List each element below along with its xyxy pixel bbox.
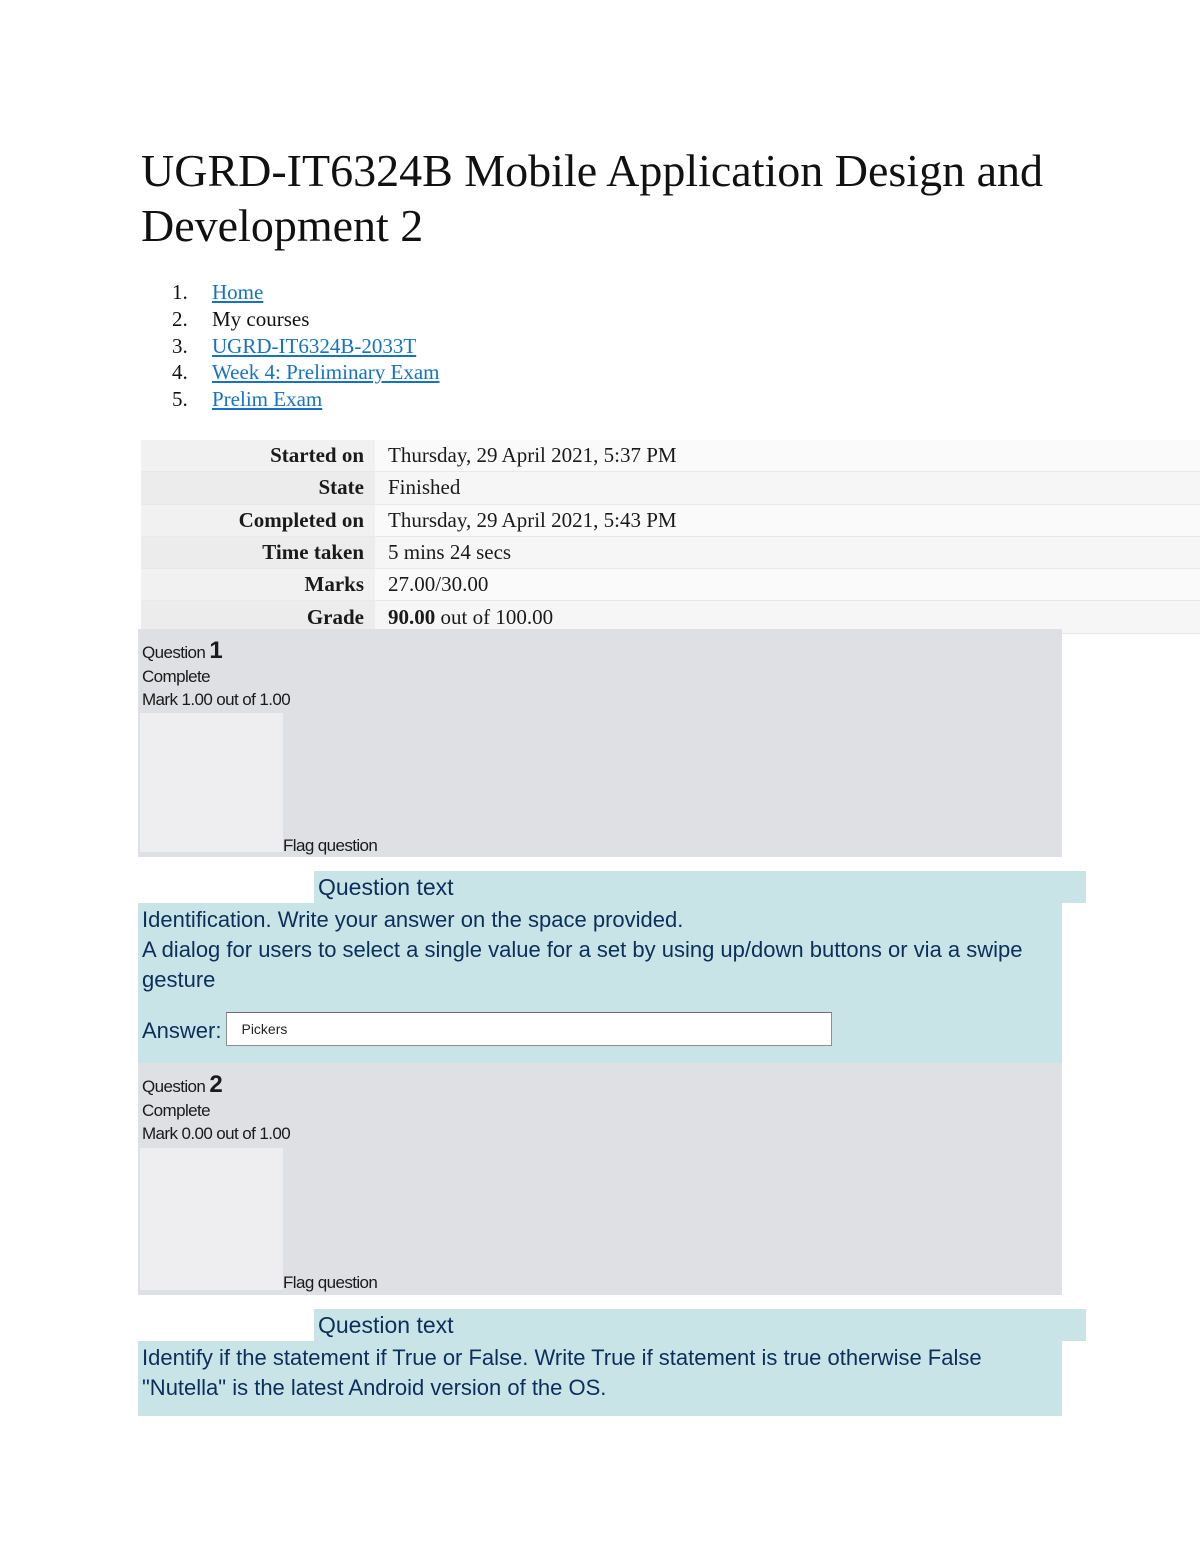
flag-question-link[interactable]: Flag question: [283, 1273, 378, 1292]
page-title: UGRD-IT6324B Mobile Application Design and Development 2: [141, 145, 1044, 251]
breadcrumb-link-course[interactable]: UGRD-IT6324B-2033T: [212, 333, 417, 358]
question-2-info: [138, 1063, 1062, 1295]
breadcrumb-link-home[interactable]: Home: [212, 280, 264, 304]
summary-row-time: [141, 536, 1200, 568]
summary-value: 5 mins 24 secs: [375, 536, 1200, 568]
question-prompt: "Nutella" is the latest Android version of the OS.: [142, 1375, 607, 1400]
question-state: Complete: [142, 1101, 210, 1120]
question-label: Question: [142, 643, 206, 662]
summary-value: Finished: [375, 472, 1200, 504]
breadcrumb-item: [172, 279, 440, 306]
grade-out-of: out of 100.00: [435, 604, 554, 629]
question-instruction: Identify if the statement if True or False. Write True if statement is true otherwise False: [142, 1345, 982, 1370]
breadcrumb-number: 4.: [172, 360, 188, 385]
question-mark: Mark 1.00 out of 1.00: [142, 690, 291, 709]
breadcrumb-item: [172, 333, 440, 360]
answer-label: Answer:: [142, 1018, 222, 1043]
question-prompt: A dialog for users to select a single value for a set by using up/down buttons or via a swipe gesture: [142, 937, 1023, 992]
attempt-summary-table: [141, 440, 1200, 634]
summary-label: State: [141, 472, 375, 504]
summary-label: Time taken: [141, 536, 375, 568]
answer-row: [142, 1010, 832, 1044]
summary-label: Completed on: [141, 504, 375, 536]
question-label: Question: [142, 1077, 206, 1096]
summary-label: Started on: [141, 440, 375, 472]
summary-value: 27.00/30.00: [375, 569, 1200, 601]
breadcrumb-link-week[interactable]: Week 4: Preliminary Exam: [212, 360, 440, 385]
summary-row-marks: [141, 569, 1200, 601]
answer-input[interactable]: [226, 1012, 832, 1046]
breadcrumb-my-courses: My courses: [212, 306, 310, 331]
summary-row-completed: [141, 504, 1200, 536]
question-1-info: [138, 629, 1062, 857]
question-1-text: [138, 903, 1062, 1063]
question-instruction: Identification. Write your answer on the space provided.: [142, 907, 684, 932]
summary-label: Grade: [141, 601, 375, 633]
question-state: Complete: [142, 667, 210, 686]
summary-value: Thursday, 29 April 2021, 5:43 PM: [375, 504, 1200, 536]
breadcrumb-number: 2.: [172, 306, 188, 331]
breadcrumb-link-exam[interactable]: Prelim Exam: [212, 387, 323, 412]
grade-score: 90.00: [388, 604, 436, 629]
question-number-value: 2: [209, 1071, 223, 1098]
breadcrumb-number: 5.: [172, 387, 188, 412]
question-info-panel: [140, 1148, 283, 1290]
question-2-text: [138, 1341, 1062, 1416]
question-mark: Mark 0.00 out of 1.00: [142, 1124, 291, 1143]
question-text-heading: Question text: [314, 871, 1086, 903]
summary-row-state: [141, 472, 1200, 504]
breadcrumb-number: 1.: [172, 280, 188, 304]
breadcrumb-item: [172, 359, 440, 386]
flag-question-link[interactable]: Flag question: [283, 836, 378, 855]
summary-label: Marks: [141, 569, 375, 601]
breadcrumb-item: [172, 306, 440, 333]
question-number: [142, 637, 222, 665]
breadcrumb-number: 3.: [172, 333, 188, 358]
breadcrumb-item: [172, 386, 440, 413]
question-text-heading: Question text: [314, 1309, 1086, 1341]
breadcrumb: [172, 279, 440, 413]
question-info-panel: [140, 713, 283, 852]
summary-row-started: [141, 440, 1200, 472]
question-number: [142, 1071, 222, 1099]
question-number-value: 1: [209, 637, 223, 664]
summary-value: Thursday, 29 April 2021, 5:37 PM: [375, 440, 1200, 472]
